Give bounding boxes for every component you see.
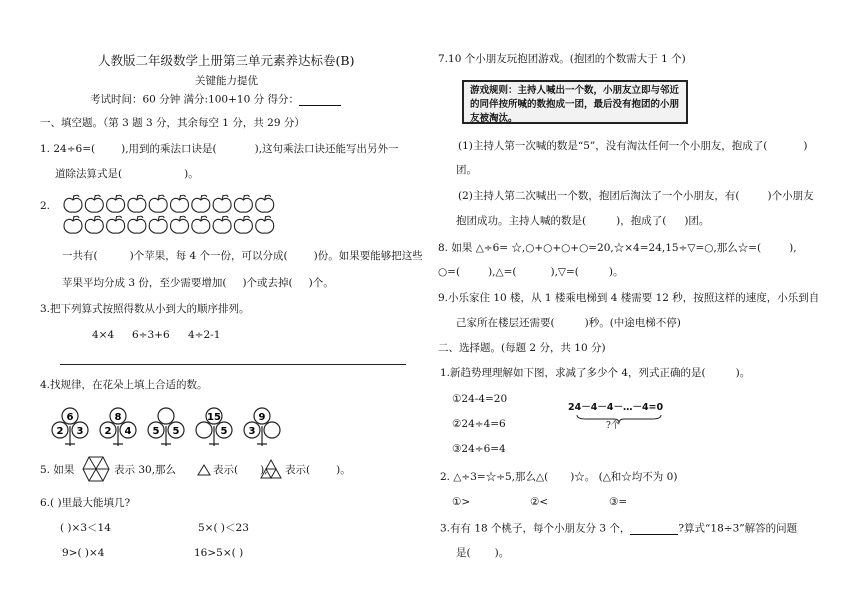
flower-3-left: 5 [152, 426, 160, 437]
q6-item-4[interactable]: 16>5×( ) [194, 547, 244, 559]
q5-text-e: 表示( [285, 464, 311, 476]
flower-5-top: 9 [258, 412, 266, 423]
apple-icon [64, 195, 82, 212]
exam-info [90, 93, 341, 106]
q5-answer-2 [285, 464, 351, 477]
q8-line1 [438, 242, 797, 255]
q9-line1: 9.小乐家住 10 楼，从 1 楼乘电梯到 4 楼需要 12 秒，按照这样的速度，小乐到自 [438, 292, 820, 304]
q2-text-f: )个。 [308, 277, 334, 289]
apple-icon [213, 216, 231, 233]
c3-text-c: 是( [456, 547, 471, 559]
c2-text: 2. △÷3=☆÷5,那么△( [440, 471, 549, 483]
q8-text-f: )。 [608, 266, 624, 278]
c2-question [440, 471, 677, 484]
q3-answer-line[interactable] [60, 364, 406, 365]
apple-icon [256, 195, 274, 212]
q6-item-3[interactable]: 9>( )×4 [62, 547, 105, 559]
q7-part2-line2 [456, 215, 709, 228]
flower-3-right: 5 [172, 426, 180, 437]
flower-2-left: 2 [104, 426, 112, 437]
q7-title: 7.10 个小朋友玩抱团游戏。(抱团的个数需大于 1 个) [438, 53, 686, 65]
apple-icon [171, 216, 189, 233]
flower-3 [148, 408, 184, 446]
c1-tail: )。 [735, 367, 751, 379]
apple-icon [192, 216, 210, 233]
q3-expr-2: 6÷3+6 [132, 329, 170, 341]
flower-1-top: 6 [66, 412, 74, 423]
apple-icon [107, 195, 125, 212]
apple-icon [171, 195, 189, 212]
q2-text-a: 一共有( [62, 250, 98, 262]
q1-text-e: )。 [184, 168, 199, 180]
apple-icon [234, 216, 252, 233]
q9-text-b: )秒。(中途电梯不停) [584, 317, 681, 329]
q6-item-1[interactable]: ( )×3＜14 [60, 522, 111, 534]
q7-p2-text-b: )个小朋友 [767, 190, 814, 202]
q9-text-a: 己家所在楼层还需要( [456, 317, 555, 329]
q6-item-2[interactable]: 5×( )＜23 [198, 522, 249, 534]
c3-text-a: 3.有有 18 个桃子，每个小朋友分 3 个， [440, 522, 631, 535]
q7-p2-text-d: )，抱成了( [616, 215, 667, 227]
small-triangle-icon [197, 464, 211, 476]
q7-part2 [458, 190, 814, 203]
q5-text-d: ), [260, 464, 268, 476]
q3-expr-1: 4×4 [92, 329, 115, 341]
c2-option-1[interactable]: ①> [452, 496, 471, 508]
c1-option-2[interactable]: ②24÷4=6 [452, 418, 506, 430]
q9-line2 [456, 317, 681, 330]
q5-text-f: )。 [336, 464, 351, 476]
section-two-title: 二、选择题。(每题 2 分，共 10 分) [438, 342, 606, 354]
q8-text-b: ), [789, 242, 797, 254]
triangle-group-icon [260, 459, 282, 479]
apple-icon [85, 216, 103, 233]
c1-option-3[interactable]: ③24÷6=4 [452, 443, 506, 455]
apple-icon [85, 195, 103, 212]
q7-p2-text-a: (2)主持人第二次喊出一个数，抱团后淘汰了一个小朋友，有( [458, 190, 740, 202]
flower-1-left: 2 [56, 426, 64, 437]
q8-text-c: ○=( [438, 266, 461, 278]
q1-line2 [55, 168, 199, 181]
q6-title: 6.( )里最大能填几? [40, 497, 131, 509]
apple-icon [107, 216, 125, 233]
q7-p1-text-a: (1)主持人第一次喊的数是“5”，没有淘汰任何一个小朋友，抱成了( [458, 140, 768, 152]
page-subtitle: 关键能力提优 [195, 75, 258, 87]
apple-icon [64, 216, 82, 233]
c1-diagram-label: ?个 [606, 421, 620, 431]
q2-text-e: )个或去掉( [242, 277, 293, 289]
q1-line1 [40, 143, 399, 156]
apple-icon [128, 216, 146, 233]
apple-icon [234, 195, 252, 212]
c3-line1 [440, 522, 797, 535]
page-title: 人教版二年级数学上册第三单元素养达标卷(B) [98, 53, 355, 68]
q2-line2 [62, 277, 334, 290]
q7-p1-text-c: 团。 [456, 164, 477, 176]
q8-text-a: 8. 如果 △÷6= ☆,○+○+○+○=20,☆×4=24,15÷▽=○,那么☆=( [438, 242, 762, 254]
q3-text: 3.把下列算式按照得数从小到大的顺序排列。 [40, 303, 250, 315]
flower-4-top: 15 [207, 412, 221, 423]
c2-mid: )☆。 (△和☆均不为 0) [570, 471, 678, 483]
c3-line2 [456, 547, 509, 560]
apple-icon [213, 195, 231, 212]
q2-text-b: )个苹果，每 4 个一份，可以分成( [129, 250, 288, 262]
c3-blank-1[interactable] [630, 522, 678, 535]
c1-diagram-expr: 24－4－4－…－4=0 [568, 402, 664, 413]
apple-icon [149, 216, 167, 233]
score-blank[interactable] [299, 93, 341, 106]
c3-text-b: ?算式“18÷3”解答的问题 [678, 522, 798, 535]
q1-text-a: 1. 24÷6=( [40, 143, 96, 155]
flower-4-right: 5 [220, 426, 228, 437]
apple-grid [64, 194, 284, 234]
flower-2 [100, 408, 136, 446]
q1-text-c: ),这句乘法口诀还能写出另外一 [254, 143, 399, 155]
apple-icon [192, 195, 210, 212]
section-one-title: 一、填空题。（第 3 题 3 分，其余每空 1 分，共 29 分） [40, 117, 305, 129]
q8-text-e: ),▽=( [550, 266, 579, 278]
q2-text-c: )份。如果要能够把这些 [313, 250, 423, 262]
game-rule-box: 游戏规则：主持人喊出一个数，小朋友立即与邻近的同伴按所喊的数抱成一团，最后没有抱团的小朋友被淘汰。 [462, 80, 688, 124]
q8-line2 [438, 266, 623, 279]
c3-text-d: )。 [494, 547, 510, 559]
apple-icon [256, 216, 274, 233]
flower-5-left: 3 [248, 426, 256, 437]
c1-option-1[interactable]: ①24-4=20 [452, 393, 508, 405]
flower-2-right: 4 [124, 426, 132, 437]
c2-option-3[interactable]: ③= [609, 496, 628, 508]
c1-text: 1.新趋势理理解如下图，求减了多少个 4，列式正确的是( [440, 367, 706, 379]
q7-p2-text-c: 抱团成功。主持人喊的数是( [456, 215, 587, 227]
q7-p2-text-e: )团。 [684, 215, 710, 227]
q1-text-b: ),用到的乘法口诀是( [121, 143, 217, 155]
hexagon-icon [82, 456, 110, 482]
q7-part1 [458, 140, 808, 153]
c2-option-2[interactable]: ②< [530, 496, 549, 508]
flower-2-top: 8 [114, 412, 122, 423]
q1-text-d: 道除法算式是( [55, 168, 123, 180]
q5-text-a: 5. 如果 [40, 464, 75, 476]
q4-text: 4.找规律，在花朵上填上合适的数。 [40, 379, 208, 391]
flower-5 [244, 408, 280, 446]
q2-line1 [62, 250, 423, 263]
flower-row [50, 404, 290, 450]
q3-expr-3: 4÷2-1 [188, 329, 221, 341]
flower-1 [52, 408, 88, 446]
q5-text-c: 表示( [213, 464, 239, 476]
flower-4 [196, 408, 232, 446]
apple-icon [128, 195, 146, 212]
flower-1-right: 3 [76, 426, 84, 437]
q7-p1-text-b: ) [803, 140, 808, 152]
q8-text-d: ),△=( [488, 266, 517, 278]
q2-text-d: 苹果平均分成 3 份，至少需要增加( [62, 277, 227, 289]
apple-icon [149, 195, 167, 212]
c1-question [440, 367, 750, 380]
q5-text-b: 表示 30,那么 [114, 464, 177, 476]
exam-info-text: 考试时间：60 分钟 满分:100+10 分 得分： [90, 93, 299, 106]
q2-number: 2. [40, 200, 51, 212]
